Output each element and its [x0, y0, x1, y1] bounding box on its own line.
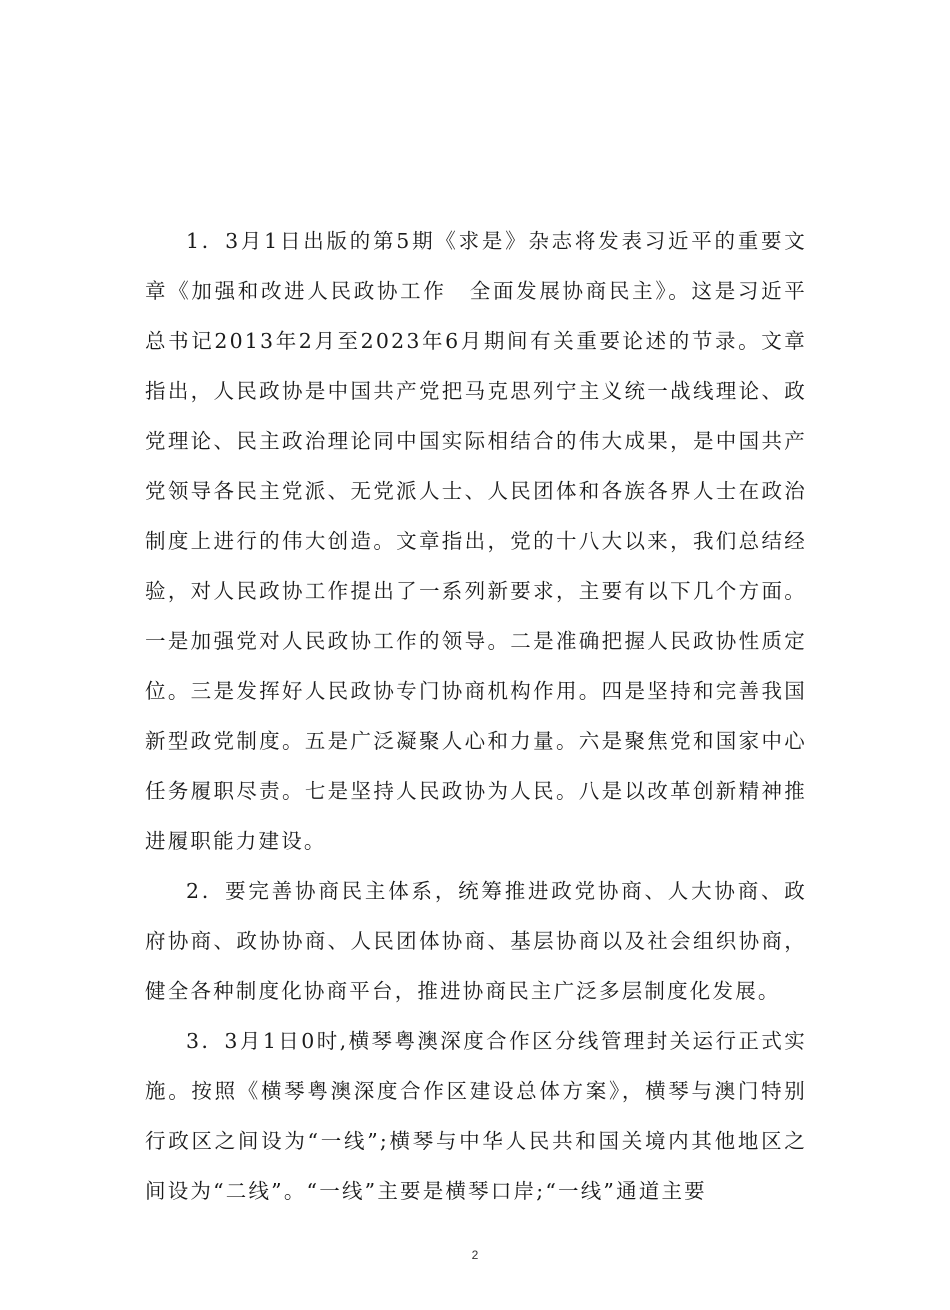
document-body [145, 216, 807, 1216]
paragraph-3: 3．3月1日0时,横琴粤澳深度合作区分线管理封关运行正式实施。按照《横琴粤澳深度合作区建设总体方案》，横琴与澳门特别行政区之间设为“一线”;横琴与中华人民共和国关境内其他地区之间设为“二线”。“一线”主要是横琴口岸;“一线”通道主要 [145, 1029, 807, 1203]
paragraph-2: 2．要完善协商民主体系，统筹推进政党协商、人大协商、政府协商、政协协商、人民团体协商、基层协商以及社会组织协商，健全各种制度化协商平台，推进协商民主广泛多层制度化发展。 [145, 879, 807, 1003]
page-number: 2 [471, 1248, 479, 1262]
paragraph-1: 1．3月1日出版的第5期《求是》杂志将发表习近平的重要文章《加强和改进人民政协工作 全面发展协商民主》。这是习近平总书记2013年2月至2023年6月期间有关重要论述的节录。文章指出，人民政协是中国共产党把马克思列宁主义统一战线理论、政党理论、民主政治理论同中国实际相结合的伟大成果，是中国共产党领导各民主党派、无党派人士、人民团体和各族各界人士在政治制度上进行的伟大创造。文章指出，党的十八大以来，我们总结经验，对人民政协工作提出了一系列新要求，主要有以下几个方面。一是加强党对人民政协工作的领导。二是准确把握人民政协性质定位。三是发挥好人民政协专门协商机构作用。四是坚持和完善我国新型政党制度。五是广泛凝聚人心和力量。六是聚焦党和国家中心任务履职尽责。七是坚持人民政协为人民。八是以改革创新精神推进履职能力建设。 [145, 229, 807, 853]
